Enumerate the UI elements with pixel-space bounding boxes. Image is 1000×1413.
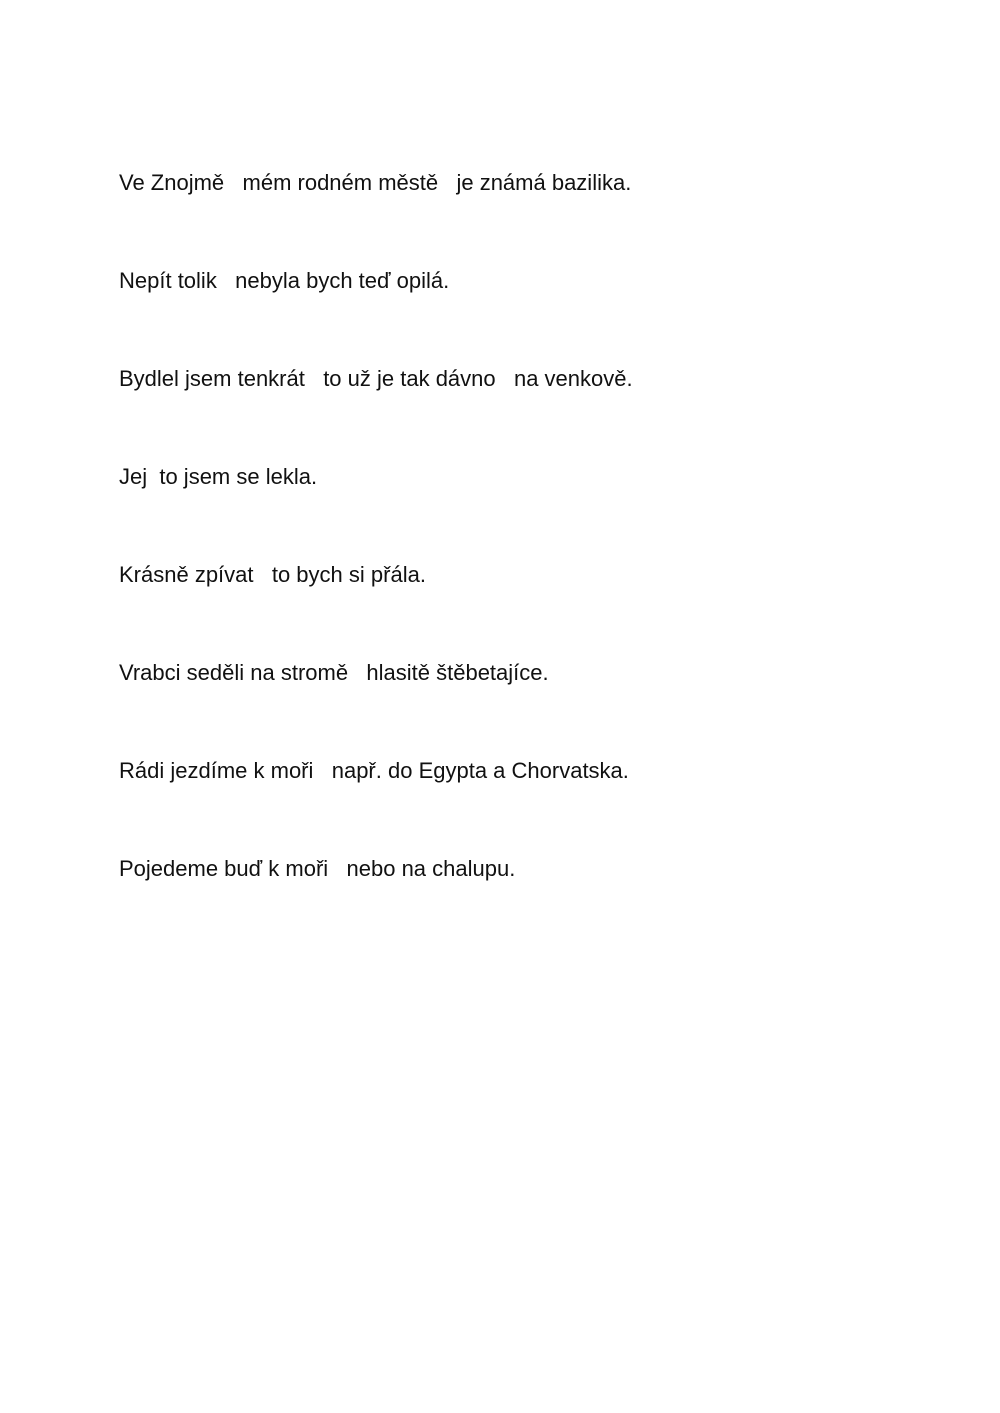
sentence-1: Ve Znojmě mém rodném městě je známá bazilika. [119, 170, 632, 195]
sentence-7: Rádi jezdíme k moři např. do Egypta a Chorvatska. [119, 758, 629, 783]
sentence-5: Krásně zpívat to bych si přála. [119, 562, 426, 587]
sentence-list [119, 168, 633, 952]
sentence-3: Bydlel jsem tenkrát to už je tak dávno na venkově. [119, 366, 633, 391]
sentence-6: Vrabci seděli na stromě hlasitě štěbetajíce. [119, 660, 549, 685]
sentence-8: Pojedeme buď k moři nebo na chalupu. [119, 856, 516, 881]
sentence-2: Nepít tolik nebyla bych teď opilá. [119, 268, 450, 293]
sentence-4: Jej to jsem se lekla. [119, 464, 318, 489]
